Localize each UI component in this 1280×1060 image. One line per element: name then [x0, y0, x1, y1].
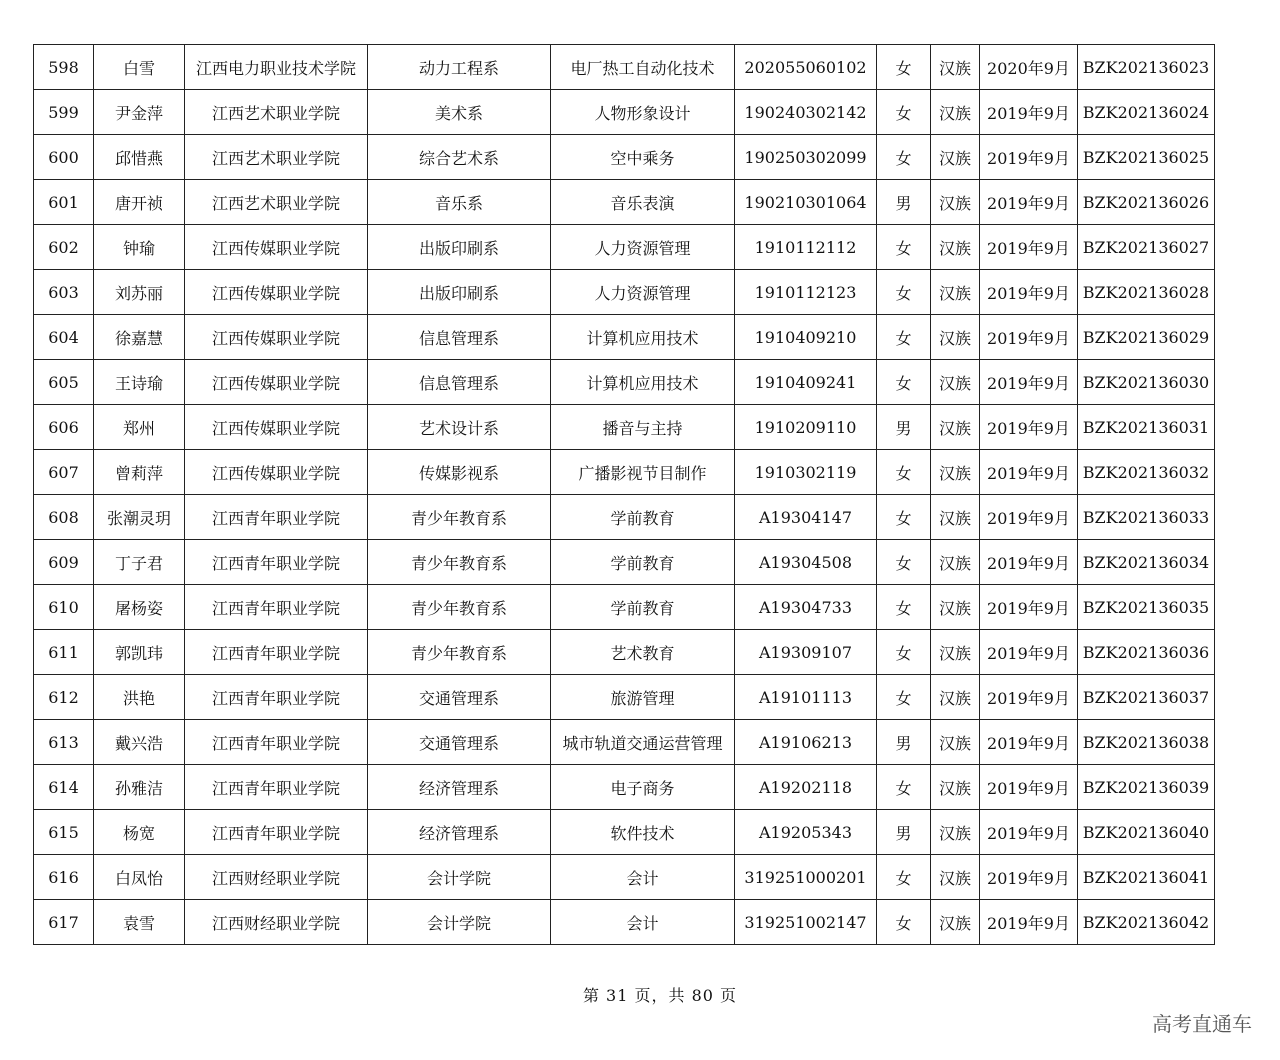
name-cell: 钟瑜 — [94, 225, 185, 270]
cert-code-cell: BZK202136040 — [1078, 810, 1215, 855]
table-row — [34, 450, 1215, 495]
cert-code-cell: BZK202136026 — [1078, 180, 1215, 225]
name-cell: 屠杨姿 — [94, 585, 185, 630]
department-cell: 音乐系 — [368, 180, 551, 225]
gender-cell: 女 — [877, 540, 931, 585]
watermark: 高考直通车 — [1152, 1012, 1252, 1036]
student-roster-table — [33, 44, 1215, 945]
major-cell: 会计 — [551, 900, 735, 945]
enroll-date-cell: 2019年9月 — [980, 405, 1078, 450]
major-cell: 计算机应用技术 — [551, 360, 735, 405]
row-number-cell: 609 — [34, 540, 94, 585]
major-cell: 城市轨道交通运营管理 — [551, 720, 735, 765]
row-number-cell: 612 — [34, 675, 94, 720]
enroll-date-cell: 2019年9月 — [980, 630, 1078, 675]
name-cell: 曾莉萍 — [94, 450, 185, 495]
row-number-cell: 598 — [34, 45, 94, 90]
table-row — [34, 900, 1215, 945]
row-number-cell: 613 — [34, 720, 94, 765]
major-cell: 人力资源管理 — [551, 225, 735, 270]
student-id-cell: A19309107 — [735, 630, 877, 675]
student-id-cell: 1910209110 — [735, 405, 877, 450]
school-cell: 江西艺术职业学院 — [185, 180, 368, 225]
student-id-cell: 202055060102 — [735, 45, 877, 90]
gender-cell: 女 — [877, 135, 931, 180]
row-number-cell: 610 — [34, 585, 94, 630]
row-number-cell: 602 — [34, 225, 94, 270]
major-cell: 人物形象设计 — [551, 90, 735, 135]
enroll-date-cell: 2019年9月 — [980, 540, 1078, 585]
student-id-cell: 1910112123 — [735, 270, 877, 315]
major-cell: 空中乘务 — [551, 135, 735, 180]
table-row — [34, 270, 1215, 315]
cert-code-cell: BZK202136028 — [1078, 270, 1215, 315]
department-cell: 交通管理系 — [368, 675, 551, 720]
student-id-cell: 1910112112 — [735, 225, 877, 270]
cert-code-cell: BZK202136031 — [1078, 405, 1215, 450]
school-cell: 江西青年职业学院 — [185, 630, 368, 675]
name-cell: 洪艳 — [94, 675, 185, 720]
school-cell: 江西青年职业学院 — [185, 585, 368, 630]
school-cell: 江西传媒职业学院 — [185, 315, 368, 360]
major-cell: 音乐表演 — [551, 180, 735, 225]
ethnicity-cell: 汉族 — [931, 225, 980, 270]
department-cell: 青少年教育系 — [368, 585, 551, 630]
gender-cell: 男 — [877, 180, 931, 225]
enroll-date-cell: 2019年9月 — [980, 900, 1078, 945]
name-cell: 张潮灵玥 — [94, 495, 185, 540]
major-cell: 人力资源管理 — [551, 270, 735, 315]
school-cell: 江西传媒职业学院 — [185, 360, 368, 405]
ethnicity-cell: 汉族 — [931, 405, 980, 450]
name-cell: 王诗瑜 — [94, 360, 185, 405]
ethnicity-cell: 汉族 — [931, 270, 980, 315]
department-cell: 信息管理系 — [368, 315, 551, 360]
ethnicity-cell: 汉族 — [931, 90, 980, 135]
school-cell: 江西财经职业学院 — [185, 855, 368, 900]
enroll-date-cell: 2019年9月 — [980, 855, 1078, 900]
row-number-cell: 605 — [34, 360, 94, 405]
student-id-cell: 319251000201 — [735, 855, 877, 900]
student-id-cell: A19202118 — [735, 765, 877, 810]
gender-cell: 女 — [877, 315, 931, 360]
ethnicity-cell: 汉族 — [931, 675, 980, 720]
enroll-date-cell: 2019年9月 — [980, 180, 1078, 225]
cert-code-cell: BZK202136039 — [1078, 765, 1215, 810]
enroll-date-cell: 2019年9月 — [980, 450, 1078, 495]
enroll-date-cell: 2019年9月 — [980, 495, 1078, 540]
cert-code-cell: BZK202136025 — [1078, 135, 1215, 180]
ethnicity-cell: 汉族 — [931, 180, 980, 225]
row-number-cell: 604 — [34, 315, 94, 360]
name-cell: 郑州 — [94, 405, 185, 450]
name-cell: 徐嘉慧 — [94, 315, 185, 360]
department-cell: 综合艺术系 — [368, 135, 551, 180]
cert-code-cell: BZK202136034 — [1078, 540, 1215, 585]
cert-code-cell: BZK202136036 — [1078, 630, 1215, 675]
gender-cell: 男 — [877, 720, 931, 765]
major-cell: 播音与主持 — [551, 405, 735, 450]
name-cell: 郭凯玮 — [94, 630, 185, 675]
name-cell: 白凤怡 — [94, 855, 185, 900]
student-id-cell: A19106213 — [735, 720, 877, 765]
student-id-cell: A19304147 — [735, 495, 877, 540]
school-cell: 江西青年职业学院 — [185, 495, 368, 540]
ethnicity-cell: 汉族 — [931, 495, 980, 540]
major-cell: 会计 — [551, 855, 735, 900]
department-cell: 美术系 — [368, 90, 551, 135]
table-row — [34, 540, 1215, 585]
school-cell: 江西传媒职业学院 — [185, 225, 368, 270]
ethnicity-cell: 汉族 — [931, 450, 980, 495]
school-cell: 江西传媒职业学院 — [185, 405, 368, 450]
row-number-cell: 603 — [34, 270, 94, 315]
name-cell: 刘苏丽 — [94, 270, 185, 315]
cert-code-cell: BZK202136023 — [1078, 45, 1215, 90]
ethnicity-cell: 汉族 — [931, 720, 980, 765]
major-cell: 计算机应用技术 — [551, 315, 735, 360]
gender-cell: 女 — [877, 360, 931, 405]
gender-cell: 女 — [877, 225, 931, 270]
gender-cell: 女 — [877, 270, 931, 315]
student-id-cell: A19304733 — [735, 585, 877, 630]
student-id-cell: 190210301064 — [735, 180, 877, 225]
row-number-cell: 599 — [34, 90, 94, 135]
ethnicity-cell: 汉族 — [931, 135, 980, 180]
department-cell: 青少年教育系 — [368, 540, 551, 585]
enroll-date-cell: 2019年9月 — [980, 765, 1078, 810]
roster-body — [34, 45, 1215, 945]
ethnicity-cell: 汉族 — [931, 810, 980, 855]
name-cell: 丁子君 — [94, 540, 185, 585]
table-row — [34, 180, 1215, 225]
table-row — [34, 765, 1215, 810]
ethnicity-cell: 汉族 — [931, 855, 980, 900]
cert-code-cell: BZK202136029 — [1078, 315, 1215, 360]
department-cell: 出版印刷系 — [368, 225, 551, 270]
enroll-date-cell: 2019年9月 — [980, 315, 1078, 360]
table-row — [34, 585, 1215, 630]
major-cell: 电厂热工自动化技术 — [551, 45, 735, 90]
ethnicity-cell: 汉族 — [931, 900, 980, 945]
row-number-cell: 617 — [34, 900, 94, 945]
row-number-cell: 608 — [34, 495, 94, 540]
major-cell: 学前教育 — [551, 585, 735, 630]
cert-code-cell: BZK202136027 — [1078, 225, 1215, 270]
enroll-date-cell: 2019年9月 — [980, 135, 1078, 180]
gender-cell: 女 — [877, 900, 931, 945]
name-cell: 孙雅洁 — [94, 765, 185, 810]
gender-cell: 男 — [877, 810, 931, 855]
table-row — [34, 810, 1215, 855]
student-id-cell: 1910409241 — [735, 360, 877, 405]
student-id-cell: A19304508 — [735, 540, 877, 585]
student-id-cell: 1910302119 — [735, 450, 877, 495]
major-cell: 广播影视节目制作 — [551, 450, 735, 495]
ethnicity-cell: 汉族 — [931, 630, 980, 675]
gender-cell: 男 — [877, 405, 931, 450]
enroll-date-cell: 2019年9月 — [980, 90, 1078, 135]
cert-code-cell: BZK202136032 — [1078, 450, 1215, 495]
gender-cell: 女 — [877, 765, 931, 810]
enroll-date-cell: 2019年9月 — [980, 675, 1078, 720]
cert-code-cell: BZK202136033 — [1078, 495, 1215, 540]
name-cell: 杨宽 — [94, 810, 185, 855]
school-cell: 江西艺术职业学院 — [185, 90, 368, 135]
school-cell: 江西电力职业技术学院 — [185, 45, 368, 90]
gender-cell: 女 — [877, 675, 931, 720]
gender-cell: 女 — [877, 450, 931, 495]
name-cell: 唐开祯 — [94, 180, 185, 225]
department-cell: 交通管理系 — [368, 720, 551, 765]
enroll-date-cell: 2019年9月 — [980, 360, 1078, 405]
school-cell: 江西青年职业学院 — [185, 765, 368, 810]
table-row — [34, 135, 1215, 180]
student-id-cell: A19101113 — [735, 675, 877, 720]
ethnicity-cell: 汉族 — [931, 585, 980, 630]
department-cell: 出版印刷系 — [368, 270, 551, 315]
name-cell: 邱惜燕 — [94, 135, 185, 180]
table-row — [34, 630, 1215, 675]
table-row — [34, 405, 1215, 450]
gender-cell: 女 — [877, 495, 931, 540]
row-number-cell: 611 — [34, 630, 94, 675]
table-row — [34, 225, 1215, 270]
department-cell: 青少年教育系 — [368, 630, 551, 675]
name-cell: 袁雪 — [94, 900, 185, 945]
gender-cell: 女 — [877, 45, 931, 90]
department-cell: 艺术设计系 — [368, 405, 551, 450]
school-cell: 江西传媒职业学院 — [185, 450, 368, 495]
cert-code-cell: BZK202136038 — [1078, 720, 1215, 765]
name-cell: 尹金萍 — [94, 90, 185, 135]
major-cell: 软件技术 — [551, 810, 735, 855]
ethnicity-cell: 汉族 — [931, 360, 980, 405]
row-number-cell: 616 — [34, 855, 94, 900]
school-cell: 江西艺术职业学院 — [185, 135, 368, 180]
major-cell: 学前教育 — [551, 540, 735, 585]
student-id-cell: 319251002147 — [735, 900, 877, 945]
school-cell: 江西青年职业学院 — [185, 810, 368, 855]
ethnicity-cell: 汉族 — [931, 540, 980, 585]
enroll-date-cell: 2019年9月 — [980, 270, 1078, 315]
cert-code-cell: BZK202136035 — [1078, 585, 1215, 630]
department-cell: 经济管理系 — [368, 810, 551, 855]
table-row — [34, 90, 1215, 135]
ethnicity-cell: 汉族 — [931, 45, 980, 90]
student-id-cell: 1910409210 — [735, 315, 877, 360]
department-cell: 会计学院 — [368, 855, 551, 900]
row-number-cell: 600 — [34, 135, 94, 180]
enroll-date-cell: 2019年9月 — [980, 810, 1078, 855]
department-cell: 信息管理系 — [368, 360, 551, 405]
student-id-cell: 190250302099 — [735, 135, 877, 180]
name-cell: 戴兴浩 — [94, 720, 185, 765]
enroll-date-cell: 2019年9月 — [980, 720, 1078, 765]
major-cell: 旅游管理 — [551, 675, 735, 720]
gender-cell: 女 — [877, 855, 931, 900]
gender-cell: 女 — [877, 630, 931, 675]
cert-code-cell: BZK202136037 — [1078, 675, 1215, 720]
student-id-cell: A19205343 — [735, 810, 877, 855]
department-cell: 会计学院 — [368, 900, 551, 945]
department-cell: 青少年教育系 — [368, 495, 551, 540]
table-row — [34, 675, 1215, 720]
page-number: 第 31 页，共 80 页 — [582, 986, 738, 1005]
student-id-cell: 190240302142 — [735, 90, 877, 135]
ethnicity-cell: 汉族 — [931, 315, 980, 360]
major-cell: 艺术教育 — [551, 630, 735, 675]
table-row — [34, 720, 1215, 765]
enroll-date-cell: 2019年9月 — [980, 225, 1078, 270]
gender-cell: 女 — [877, 585, 931, 630]
table-row — [34, 315, 1215, 360]
table-row — [34, 855, 1215, 900]
row-number-cell: 615 — [34, 810, 94, 855]
name-cell: 白雪 — [94, 45, 185, 90]
enroll-date-cell: 2019年9月 — [980, 585, 1078, 630]
table-row — [34, 360, 1215, 405]
row-number-cell: 607 — [34, 450, 94, 495]
row-number-cell: 606 — [34, 405, 94, 450]
department-cell: 传媒影视系 — [368, 450, 551, 495]
enroll-date-cell: 2020年9月 — [980, 45, 1078, 90]
school-cell: 江西传媒职业学院 — [185, 270, 368, 315]
major-cell: 学前教育 — [551, 495, 735, 540]
gender-cell: 女 — [877, 90, 931, 135]
school-cell: 江西青年职业学院 — [185, 675, 368, 720]
table-row — [34, 45, 1215, 90]
table-row — [34, 495, 1215, 540]
cert-code-cell: BZK202136024 — [1078, 90, 1215, 135]
school-cell: 江西财经职业学院 — [185, 900, 368, 945]
row-number-cell: 601 — [34, 180, 94, 225]
department-cell: 动力工程系 — [368, 45, 551, 90]
cert-code-cell: BZK202136030 — [1078, 360, 1215, 405]
school-cell: 江西青年职业学院 — [185, 540, 368, 585]
row-number-cell: 614 — [34, 765, 94, 810]
cert-code-cell: BZK202136041 — [1078, 855, 1215, 900]
cert-code-cell: BZK202136042 — [1078, 900, 1215, 945]
ethnicity-cell: 汉族 — [931, 765, 980, 810]
department-cell: 经济管理系 — [368, 765, 551, 810]
major-cell: 电子商务 — [551, 765, 735, 810]
school-cell: 江西青年职业学院 — [185, 720, 368, 765]
